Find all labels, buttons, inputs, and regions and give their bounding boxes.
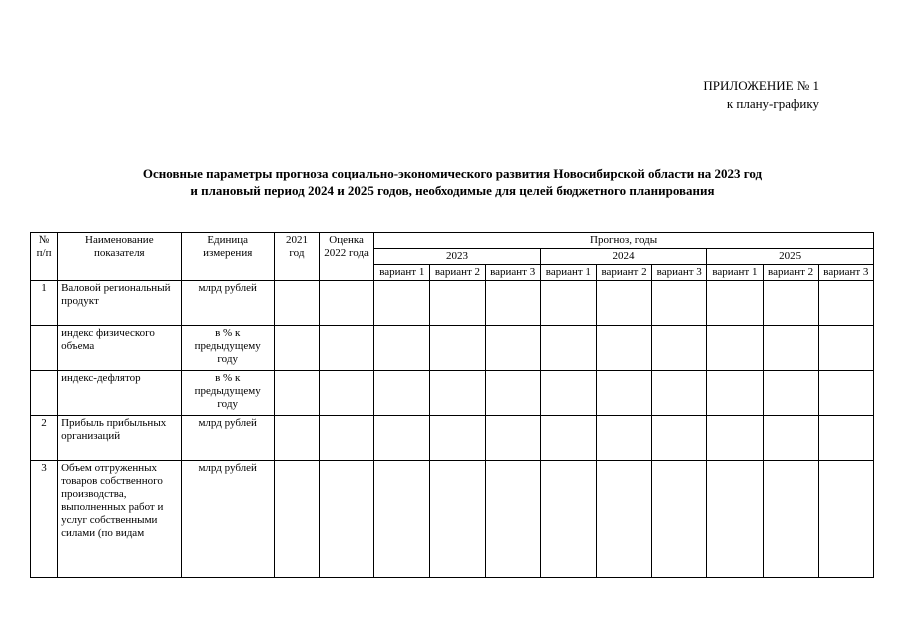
value-cell	[540, 371, 596, 416]
value-cell	[652, 281, 707, 326]
value-cell	[652, 461, 707, 578]
value-cell	[274, 461, 319, 578]
value-cell	[485, 461, 540, 578]
value-cell	[540, 461, 596, 578]
value-cell	[274, 371, 319, 416]
header-forecast: Прогноз, годы	[374, 233, 874, 249]
header-name: Наименование показателя	[58, 233, 181, 281]
value-cell	[374, 371, 430, 416]
appendix-header	[703, 77, 819, 113]
header-number: № п/п	[31, 233, 58, 281]
value-cell	[707, 326, 763, 371]
document-title	[0, 165, 905, 199]
row-name: индекс-дефлятор	[58, 371, 181, 416]
header-year-2023: 2023	[374, 249, 541, 265]
row-name: Прибыль прибыльных организаций	[58, 416, 181, 461]
value-cell	[818, 371, 873, 416]
value-cell	[707, 416, 763, 461]
row-unit: млрд рублей	[181, 416, 274, 461]
value-cell	[485, 371, 540, 416]
value-cell	[274, 416, 319, 461]
value-cell	[374, 416, 430, 461]
value-cell	[430, 461, 485, 578]
value-cell	[596, 281, 651, 326]
header-variant: вариант 3	[818, 265, 873, 281]
row-name: Валовой региональный продукт	[58, 281, 181, 326]
value-cell	[763, 416, 818, 461]
value-cell	[707, 281, 763, 326]
value-cell	[374, 281, 430, 326]
value-cell	[818, 461, 873, 578]
header-variant: вариант 2	[596, 265, 651, 281]
header-variant: вариант 1	[374, 265, 430, 281]
value-cell	[485, 281, 540, 326]
value-cell	[274, 326, 319, 371]
table-row	[31, 461, 874, 578]
table-row	[31, 371, 874, 416]
row-unit: млрд рублей	[181, 461, 274, 578]
value-cell	[763, 281, 818, 326]
document-title-line-1: Основные параметры прогноза социально-экономического развития Новосибирской области на 2023 год	[142, 166, 763, 181]
value-cell	[652, 326, 707, 371]
value-cell	[763, 461, 818, 578]
value-cell	[274, 281, 319, 326]
value-cell	[540, 281, 596, 326]
document-title-line-2: и плановый период 2024 и 2025 годов, необходимые для целей бюджетного планирования	[190, 183, 715, 198]
header-year-2025: 2025	[707, 249, 874, 265]
value-cell	[320, 461, 374, 578]
value-cell	[430, 281, 485, 326]
header-year-2024: 2024	[540, 249, 707, 265]
appendix-title: ПРИЛОЖЕНИЕ № 1	[703, 78, 819, 93]
header-variant: вариант 1	[540, 265, 596, 281]
table-row	[31, 416, 874, 461]
value-cell	[596, 371, 651, 416]
value-cell	[596, 326, 651, 371]
header-estimate-2022: Оценка 2022 года	[320, 233, 374, 281]
table-row	[31, 281, 874, 326]
row-unit: в % к предыдущему году	[181, 326, 274, 371]
value-cell	[540, 416, 596, 461]
value-cell	[818, 326, 873, 371]
value-cell	[652, 416, 707, 461]
appendix-subtitle: к плану-графику	[726, 96, 819, 111]
header-variant: вариант 1	[707, 265, 763, 281]
forecast-parameters-table	[30, 232, 874, 578]
value-cell	[374, 461, 430, 578]
table-row	[31, 326, 874, 371]
value-cell	[320, 326, 374, 371]
row-number	[31, 371, 58, 416]
value-cell	[596, 416, 651, 461]
row-number: 3	[31, 461, 58, 578]
value-cell	[485, 326, 540, 371]
row-unit: млрд рублей	[181, 281, 274, 326]
header-unit: Единица измерения	[181, 233, 274, 281]
value-cell	[430, 326, 485, 371]
value-cell	[374, 326, 430, 371]
row-name: Объем отгруженных товаров собственного производства, выполненных работ и услуг собственными силами (по видам	[58, 461, 181, 578]
value-cell	[707, 461, 763, 578]
value-cell	[818, 416, 873, 461]
row-unit: в % к предыдущему году	[181, 371, 274, 416]
header-variant: вариант 2	[430, 265, 485, 281]
row-name: индекс физического объема	[58, 326, 181, 371]
header-2021: 2021 год	[274, 233, 319, 281]
value-cell	[763, 326, 818, 371]
value-cell	[596, 461, 651, 578]
value-cell	[320, 371, 374, 416]
value-cell	[707, 371, 763, 416]
row-number: 2	[31, 416, 58, 461]
value-cell	[430, 416, 485, 461]
value-cell	[818, 281, 873, 326]
value-cell	[652, 371, 707, 416]
header-variant: вариант 3	[652, 265, 707, 281]
value-cell	[540, 326, 596, 371]
row-number: 1	[31, 281, 58, 326]
header-variant: вариант 2	[763, 265, 818, 281]
value-cell	[320, 281, 374, 326]
row-number	[31, 326, 58, 371]
value-cell	[485, 416, 540, 461]
value-cell	[320, 416, 374, 461]
header-variant: вариант 3	[485, 265, 540, 281]
value-cell	[763, 371, 818, 416]
value-cell	[430, 371, 485, 416]
